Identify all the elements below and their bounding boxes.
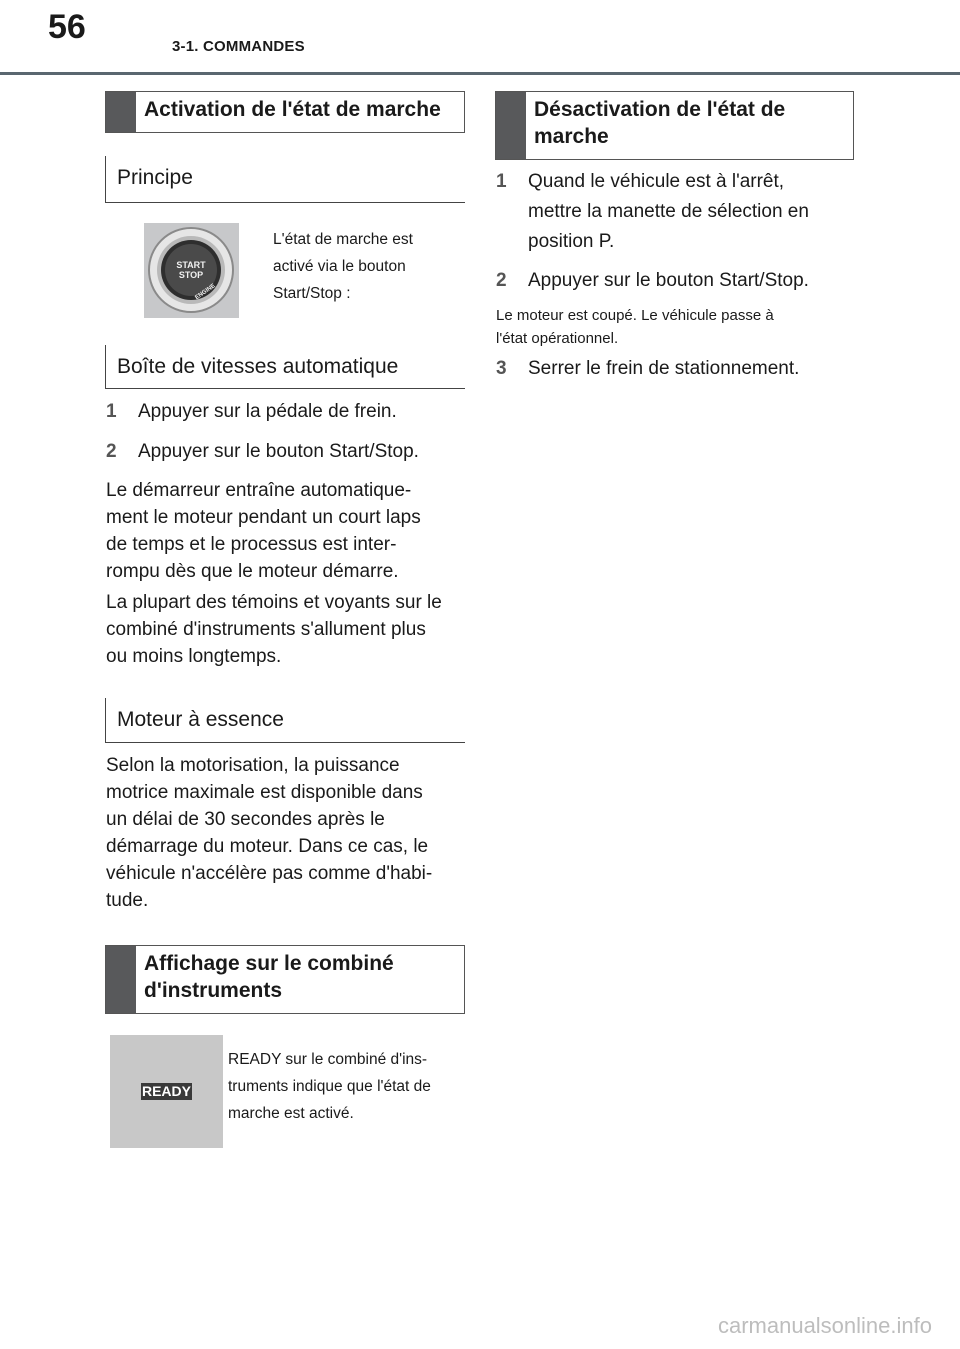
button-text-stop: STOP xyxy=(178,270,204,280)
step-item xyxy=(496,266,856,296)
step-number: 3 xyxy=(496,358,507,379)
title-line: d'instruments xyxy=(144,979,283,1002)
petrol-subheading xyxy=(105,698,465,743)
button-text-engine: ENGINE xyxy=(194,283,217,302)
chapter-title: 3-1. COMMANDES xyxy=(172,38,305,55)
starter-paragraph xyxy=(106,477,466,585)
caption-line: truments indique que l'état de xyxy=(228,1078,431,1095)
step-text: Appuyer sur la pédale de frein. xyxy=(138,401,397,422)
principle-heading-text: Principe xyxy=(117,166,193,189)
activation-title: Activation de l'état de marche xyxy=(144,98,441,121)
caption-line: L'état de marche est xyxy=(273,231,413,248)
text-line: véhicule n'accélère pas comme d'habi- xyxy=(106,863,433,884)
step-number: 2 xyxy=(496,270,507,291)
deactivation-title xyxy=(526,92,793,159)
step-number: 2 xyxy=(106,441,117,462)
text-line: tude. xyxy=(106,890,149,911)
text-line: un délai de 30 secondes après le xyxy=(106,809,385,830)
caption-line: READY sur le combiné d'ins- xyxy=(228,1051,428,1068)
step-item xyxy=(496,167,856,257)
step-text: Appuyer sur le bouton Start/Stop. xyxy=(528,270,809,291)
text-line: démarrage du moteur. Dans ce cas, le xyxy=(106,836,429,857)
display-title xyxy=(136,946,402,1013)
text-line: position P. xyxy=(528,231,615,252)
header-rule xyxy=(0,72,960,75)
text-line: l'état opérationnel. xyxy=(496,330,619,347)
title-line: Affichage sur le combiné xyxy=(144,952,394,975)
step-number: 1 xyxy=(106,401,117,422)
page-number: 56 xyxy=(48,8,86,46)
engine-off-note xyxy=(496,304,856,350)
text-line: Le démarreur entraîne automatique- xyxy=(106,480,412,501)
ready-indicator: READY xyxy=(141,1083,191,1099)
start-stop-button-icon xyxy=(144,223,239,318)
text-line: Selon la motorisation, la puissance xyxy=(106,755,400,776)
principle-caption xyxy=(273,226,463,307)
start-stop-button-image xyxy=(144,223,239,318)
step-item xyxy=(106,397,466,427)
text-line: motrice maximale est disponible dans xyxy=(106,782,423,803)
heading-bar xyxy=(106,946,136,1013)
caption-line: activé via le bouton xyxy=(273,258,406,275)
step-item xyxy=(496,354,856,384)
text-line: La plupart des témoins et voyants sur le xyxy=(106,592,442,613)
automatic-heading-text: Boîte de vitesses automatique xyxy=(117,355,399,378)
text-line: Le moteur est coupé. Le véhicule passe à xyxy=(496,307,774,324)
watermark: carmanualsonline.info xyxy=(717,1313,932,1338)
text-line: rompu dès que le moteur démarre. xyxy=(106,561,399,582)
step-number: 1 xyxy=(496,171,507,192)
deactivation-section-heading xyxy=(495,91,854,160)
heading-bar xyxy=(106,92,136,132)
heading-bar xyxy=(496,92,526,159)
petrol-heading-text: Moteur à essence xyxy=(117,708,284,731)
title-line: marche xyxy=(534,125,609,148)
step-text: Appuyer sur le bouton Start/Stop. xyxy=(138,441,419,462)
ready-caption xyxy=(228,1046,468,1127)
text-line: ou moins longtemps. xyxy=(106,646,282,667)
warning-lights-paragraph xyxy=(106,589,466,670)
step-item xyxy=(106,437,466,467)
automatic-subheading xyxy=(105,345,465,389)
text-line: combiné d'instruments s'allument plus xyxy=(106,619,426,640)
step-text xyxy=(517,167,809,257)
activation-section-heading xyxy=(105,91,465,133)
text-line: de temps et le processus est inter- xyxy=(106,534,397,555)
principle-subheading xyxy=(105,156,465,203)
text-line: mettre la manette de sélection en xyxy=(528,201,809,222)
display-section-heading xyxy=(105,945,465,1014)
button-text-start: START xyxy=(176,260,206,270)
caption-line: Start/Stop : xyxy=(273,285,351,302)
caption-line: marche est activé. xyxy=(228,1105,354,1122)
title-line: Désactivation de l'état de xyxy=(534,98,786,121)
automatic-steps xyxy=(106,397,466,467)
step-text: Serrer le frein de stationnement. xyxy=(528,358,800,379)
petrol-paragraph xyxy=(106,752,466,914)
text-line: ment le moteur pendant un court laps xyxy=(106,507,421,528)
text-line: Quand le véhicule est à l'arrêt, xyxy=(528,171,785,192)
ready-display-image xyxy=(110,1035,223,1148)
